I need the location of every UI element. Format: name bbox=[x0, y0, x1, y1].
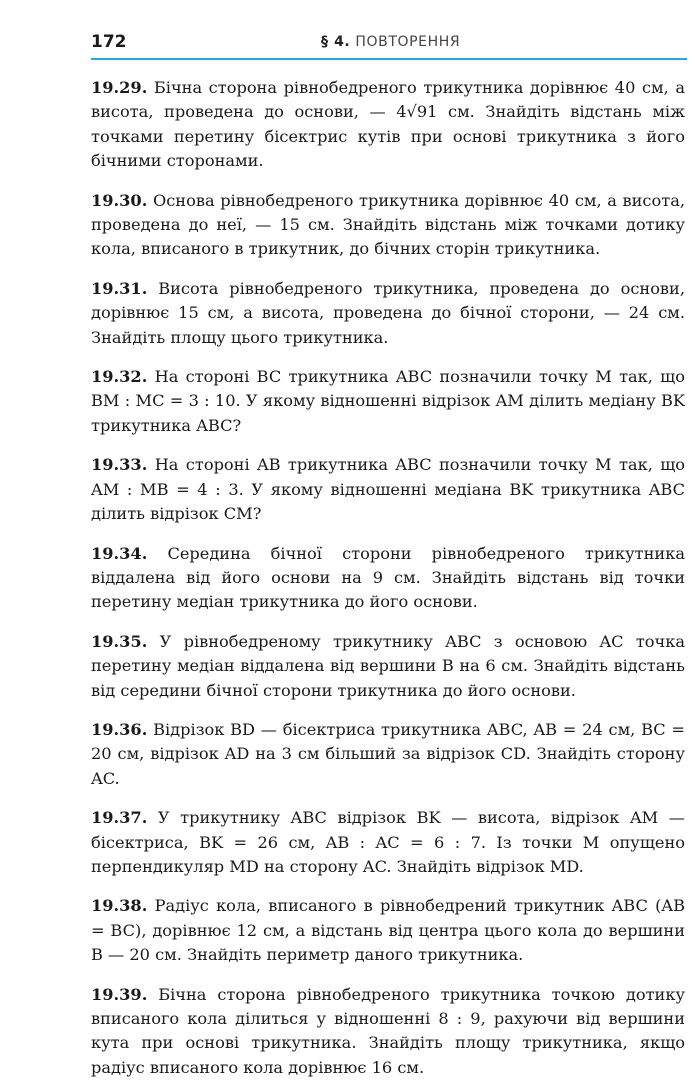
problem-item bbox=[91, 277, 685, 350]
problem-text: Середина бічної сторони рівнобедреного трикутника віддалена від його основи на 9 см. Знайдіть відстань від точки перетину медіан трикутника до його основи. bbox=[91, 543, 685, 612]
problem-number: 19.39. bbox=[91, 984, 148, 1004]
problem-item bbox=[91, 894, 685, 967]
problem-item bbox=[91, 718, 685, 791]
problem-text: На стороні BC трикутника ABC позначили точку M так, що BM : MC = 3 : 10. У якому відношенні відрізок AM ділить медіану BK трикутника ABC? bbox=[91, 367, 685, 435]
problem-item bbox=[91, 189, 685, 262]
problem-text: У трикутнику ABC відрізок BK — висота, відрізок AM — бісектриса, BK = 26 см, AB : AC = 6 : 7. Із точки M опущено перпендикуляр MD на сторону AC. Знайдіть відрізок MD. bbox=[91, 808, 685, 876]
problem-list bbox=[91, 76, 685, 1080]
problem-number: 19.34. bbox=[91, 543, 148, 563]
header-divider bbox=[91, 58, 687, 60]
problem-item bbox=[91, 365, 685, 438]
problem-number: 19.33. bbox=[91, 455, 148, 475]
problem-text: На стороні AB трикутника ABC позначили точку M так, що AM : MB = 4 : 3. У якому відношенні медіана BK трикутника ABC ділить відрізок CM? bbox=[91, 455, 685, 524]
problem-text: Радіус кола, вписаного в рівнобедрений трикутник ABC (AB = BC), дорівнює 12 см, а відстань від центра цього кола до вершини B — 20 см. Знайдіть периметр даного трикутника. bbox=[91, 896, 685, 965]
section-title: ПОВТОРЕННЯ bbox=[355, 34, 461, 50]
problem-text: Відрізок BD — бісектриса трикутника ABC, AB = 24 см, BC = 20 см, відрізок AD на 3 см більший за відрізок CD. Знайдіть сторону AC. bbox=[91, 719, 685, 788]
problem-item bbox=[91, 983, 685, 1080]
page-number: 172 bbox=[91, 32, 127, 52]
problem-number: 19.36. bbox=[91, 719, 148, 739]
problem-number: 19.35. bbox=[91, 631, 148, 651]
problem-number: 19.31. bbox=[91, 278, 148, 298]
section-mark: § 4. bbox=[321, 34, 351, 50]
problem-item bbox=[91, 453, 685, 526]
problem-item bbox=[91, 630, 685, 703]
problem-text: Бічна сторона рівнобедреного трикутника дорівнює 40 см, а висота, проведена до основи, — 4√91 см. Знайдіть відстань між точками перетину бісектрис кутів при основі трикутника з його бічними сторонами. bbox=[91, 78, 685, 171]
problem-text: Основа рівнобедреного трикутника дорівнює 40 см, а висота, проведена до неї, — 15 см. Знайдіть відстань між точками дотику кола, вписаного в трикутник, до бічних сторін трикутника. bbox=[91, 190, 685, 259]
problem-item bbox=[91, 76, 685, 174]
problem-number: 19.29. bbox=[91, 78, 148, 97]
problem-item bbox=[91, 806, 685, 879]
problem-text: У рівнобедреному трикутнику ABC з основою AC точка перетину медіан віддалена від вершини B на 6 см. Знайдіть відстань від середини бічної сторони трикутника до його основи. bbox=[91, 631, 685, 700]
problem-text: Бічна сторона рівнобедреного трикутника точкою дотику вписаного кола ділиться у відношенні 8 : 9, рахуючи від вершини кута при основі трикутника. Знайдіть площу трикутника, якщо радіус вписаного кола дорівнює 16 см. bbox=[91, 984, 685, 1077]
problem-text: Висота рівнобедреного трикутника, проведена до основи, дорівнює 15 см, а висота, проведена до бічної сторони, — 24 см. Знайдіть площу цього трикутника. bbox=[91, 278, 685, 347]
problem-number: 19.38. bbox=[91, 896, 148, 916]
page-header bbox=[91, 28, 687, 58]
problem-number: 19.37. bbox=[91, 808, 148, 828]
problem-number: 19.30. bbox=[91, 190, 148, 210]
running-title bbox=[321, 34, 460, 50]
problem-number: 19.32. bbox=[91, 367, 148, 387]
problem-item bbox=[91, 542, 685, 615]
